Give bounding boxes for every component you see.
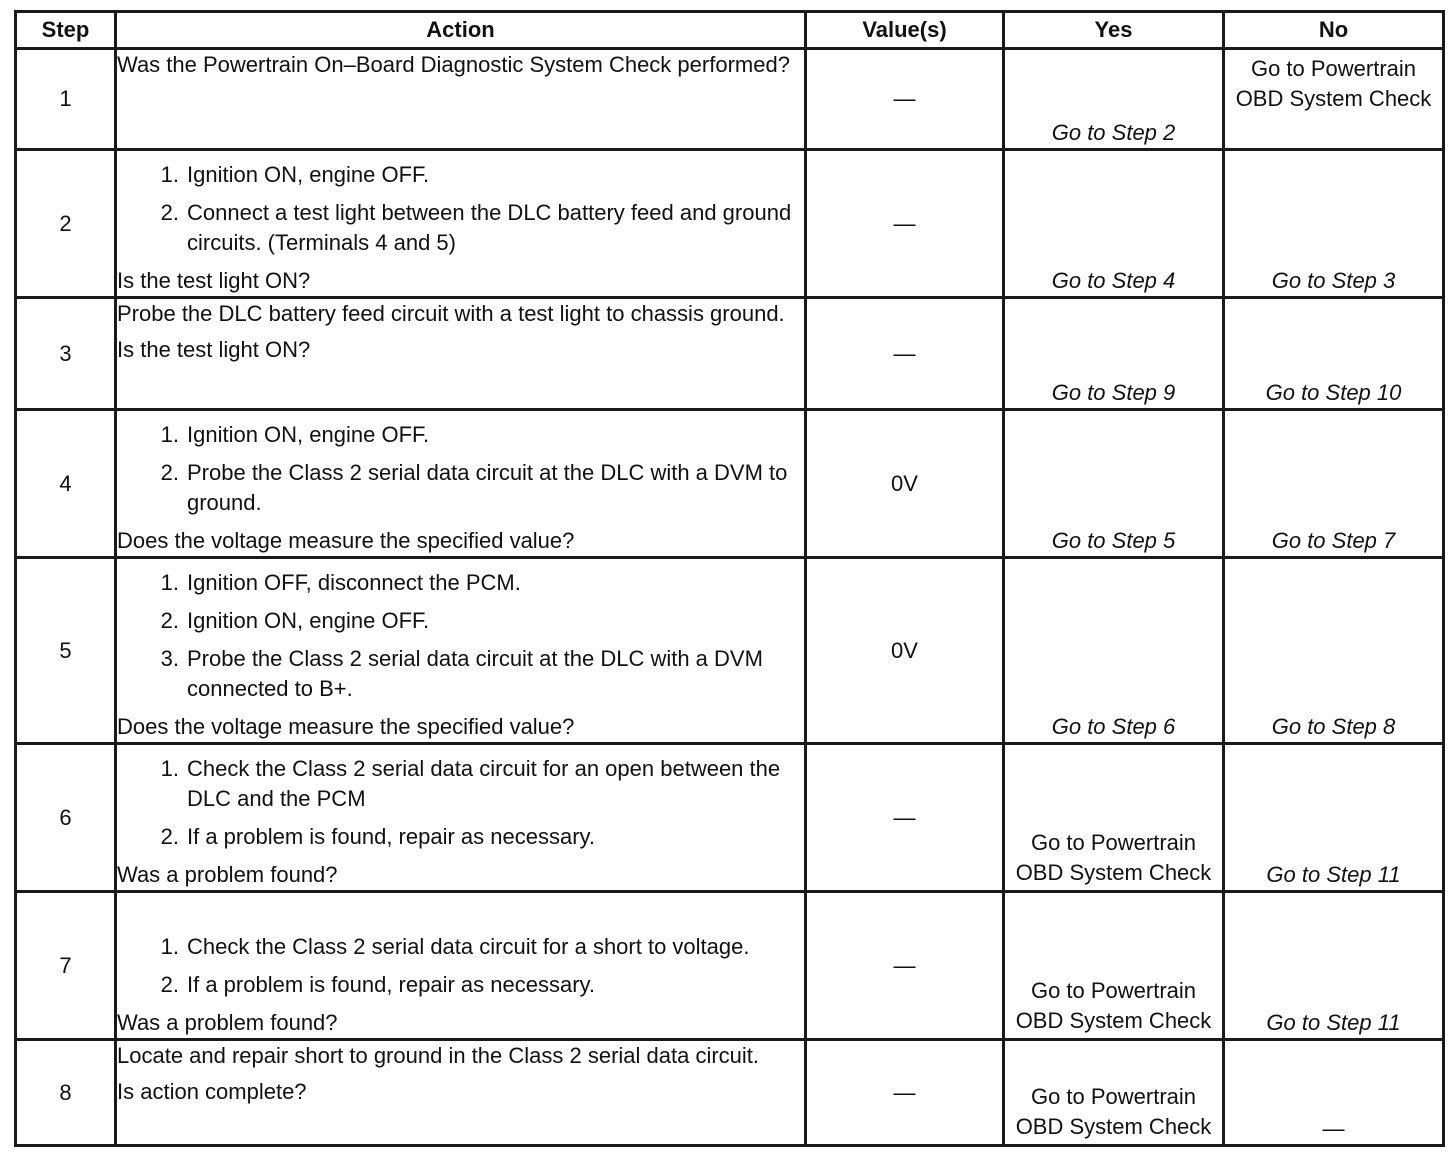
step-number: 5 [16,558,116,744]
action-question: Was a problem found? [117,862,338,887]
action-step-item: 2. If a problem is found, repair as necessary. [160,972,596,997]
no-link[interactable]: Go to Step 11 [1224,744,1444,892]
no-link[interactable]: Go to Step 11 [1224,892,1444,1040]
action-cell [116,410,806,558]
step-number: 4 [16,410,116,558]
yes-link[interactable]: Go to Step 4 [1004,150,1224,298]
action-step-item: 1. Ignition OFF, disconnect the PCM. [160,570,521,595]
value-cell: — [806,1040,1004,1146]
step-number: 2 [16,150,116,298]
step-number: 8 [16,1040,116,1146]
header-step: Step [16,12,116,49]
action-intro: Was the Powertrain On–Board Diagnostic System Check performed? [117,52,790,77]
no-link[interactable]: Go to Step 10 [1224,298,1444,410]
no-link[interactable]: Go to Powertrain OBD System Check [1224,49,1444,150]
yes-link[interactable]: Go to Powertrain OBD System Check [1004,892,1224,1040]
action-steps [117,932,804,1000]
diagnostic-table [14,10,1445,1147]
action-step-item: 1. Ignition ON, engine OFF. [160,422,430,447]
table-row [16,298,1444,410]
action-steps [117,420,804,518]
value-cell: 0V [806,410,1004,558]
action-steps [117,754,804,852]
action-cell [116,150,806,298]
action-step-item: 1. Check the Class 2 serial data circuit for a short to voltage. [160,934,750,959]
value-cell: — [806,892,1004,1040]
table-row [16,892,1444,1040]
action-question: Does the voltage measure the specified value? [117,714,575,739]
action-cell [116,298,806,410]
yes-link[interactable]: Go to Step 9 [1004,298,1224,410]
header-row [16,12,1444,49]
step-number: 6 [16,744,116,892]
action-cell [116,49,806,150]
step-number: 7 [16,892,116,1040]
table-row [16,49,1444,150]
action-step-item: 2. If a problem is found, repair as necessary. [160,824,596,849]
table-row [16,1040,1444,1146]
action-cell [116,1040,806,1146]
action-question: Is action complete? [117,1079,307,1104]
header-no: No [1224,12,1444,49]
action-step-item: 3. Probe the Class 2 serial data circuit at the DLC with a DVM connected to B+. [160,646,763,701]
action-step-item: 2. Ignition ON, engine OFF. [160,608,430,633]
action-steps [117,160,804,258]
value-cell: — [806,744,1004,892]
diagnostic-table-container [14,10,1445,1147]
action-cell [116,892,806,1040]
action-step-item: 1. Check the Class 2 serial data circuit for an open between the DLC and the PCM [160,756,781,811]
action-question: Is the test light ON? [117,337,311,362]
yes-link[interactable]: Go to Powertrain OBD System Check [1004,1040,1224,1146]
no-link[interactable]: — [1224,1040,1444,1146]
action-intro: Probe the DLC battery feed circuit with a test light to chassis ground. [117,301,785,326]
table-row [16,410,1444,558]
yes-link[interactable]: Go to Step 6 [1004,558,1224,744]
no-link[interactable]: Go to Step 8 [1224,558,1444,744]
table-row [16,558,1444,744]
action-steps [117,568,804,704]
action-step-item: 2. Connect a test light between the DLC battery feed and ground circuits. (Terminals 4 and 5) [160,200,792,255]
header-values: Value(s) [806,12,1004,49]
no-link[interactable]: Go to Step 3 [1224,150,1444,298]
action-cell [116,558,806,744]
yes-link[interactable]: Go to Step 5 [1004,410,1224,558]
action-question: Is the test light ON? [117,268,311,293]
action-intro: Locate and repair short to ground in the Class 2 serial data circuit. [117,1043,760,1068]
value-cell: — [806,298,1004,410]
value-cell: — [806,49,1004,150]
action-question: Was a problem found? [117,1010,338,1035]
table-row [16,150,1444,298]
table-row [16,744,1444,892]
action-cell [116,744,806,892]
value-cell: 0V [806,558,1004,744]
step-number: 3 [16,298,116,410]
yes-link[interactable]: Go to Powertrain OBD System Check [1004,744,1224,892]
header-action: Action [116,12,806,49]
action-step-item: 1. Ignition ON, engine OFF. [160,162,430,187]
value-cell: — [806,150,1004,298]
action-question: Does the voltage measure the specified value? [117,528,575,553]
yes-link[interactable]: Go to Step 2 [1004,49,1224,150]
no-link[interactable]: Go to Step 7 [1224,410,1444,558]
header-yes: Yes [1004,12,1224,49]
action-step-item: 2. Probe the Class 2 serial data circuit at the DLC with a DVM to ground. [160,460,788,515]
step-number: 1 [16,49,116,150]
